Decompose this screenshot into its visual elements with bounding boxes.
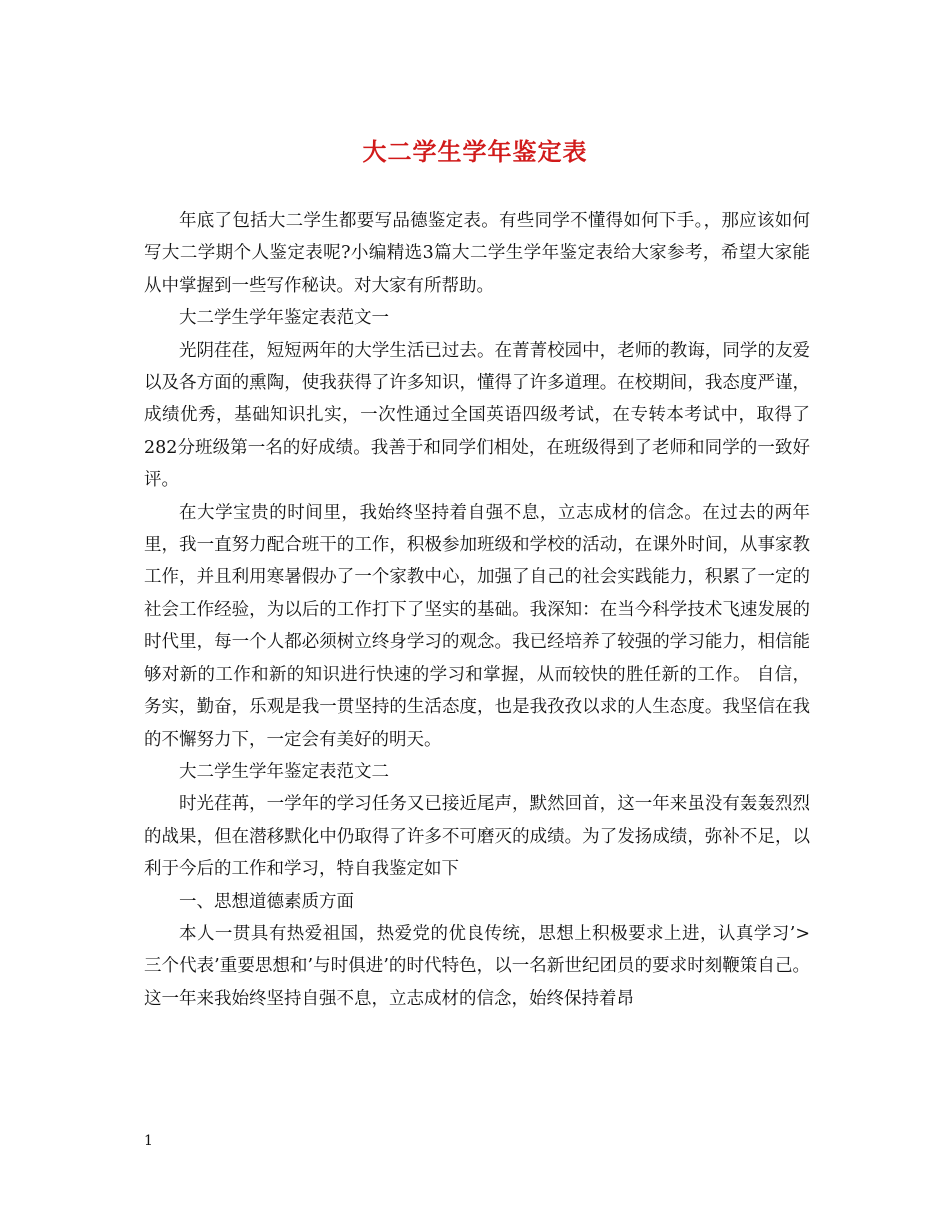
section-heading-sample-one: 大二学生学年鉴定表范文一 [179, 308, 389, 329]
page-number: 1 [144, 1133, 153, 1149]
intro-paragraph: 年底了包括大二学生都要写品德鉴定表。有些同学不懂得如何下手。，那应该如何写大二学期个人鉴定表呢?小编精选3篇大二学生学年鉴定表给大家参考，希望大家能从中掌握到一些写作秘诀。对大家有所帮助。 [144, 211, 810, 296]
document-title: 大二学生学年鉴定表 [362, 137, 588, 166]
sample-two-subheading: 一、思想道德素质方面 [179, 891, 354, 912]
sample-one-paragraph-2: 在大学宝贵的时间里，我始终坚持着自强不息，立志成材的信念。在过去的两年里，我一直努力配合班干的工作，积极参加班级和学校的活动，在课外时间，从事家教工作，并且利用寒暑假办了一个家教中心，加强了自己的社会实践能力，积累了一定的社会工作经验，为以后的工作打下了坚实的基础。我深知：在当今科学技术飞速发展的时代里，每一个人都必须树立终身学习的观念。我已经培养了较强的学习能力，相信能够对新的工作和新的知识进行快速的学习和掌握，从而较快的胜任新的工作。 自信，务实，勤奋，乐观是我一贯坚持的生活态度，也是我孜孜以求的人生态度。我坚信在我的不懈努力下，一定会有美好的明天。 [144, 502, 810, 750]
document-body [144, 205, 810, 1015]
sample-two-paragraph-2: 本人一贯具有热爱祖国，热爱党的优良传统，思想上积极要求上进，认真学习’>三个代表’重要思想和’与时俱进’的时代特色，以一名新世纪团员的要求时刻鞭策自己。这一年来我始终坚持自强不息，立志成材的信念，始终保持着昂 [144, 923, 810, 1009]
section-heading-sample-two: 大二学生学年鉴定表范文二 [179, 761, 389, 782]
sample-one-paragraph-1: 光阴荏荏，短短两年的大学生活已过去。在菁菁校园中，老师的教诲，同学的友爱以及各方面的熏陶，使我获得了许多知识，懂得了许多道理。在校期间，我态度严谨，成绩优秀，基础知识扎实，一次性通过全国英语四级考试，在专转本考试中，取得了282分班级第一名的好成绩。我善于和同学们相处，在班级得到了老师和同学的一致好评。 [144, 340, 810, 491]
sample-two-paragraph-1: 时光荏苒，一学年的学习任务又已接近尾声，默然回首，这一年来虽没有轰轰烈烈的战果，但在潜移默化中仍取得了许多不可磨灭的成绩。为了发扬成绩，弥补不足，以利于今后的工作和学习，特自我鉴定如下 [144, 794, 810, 880]
